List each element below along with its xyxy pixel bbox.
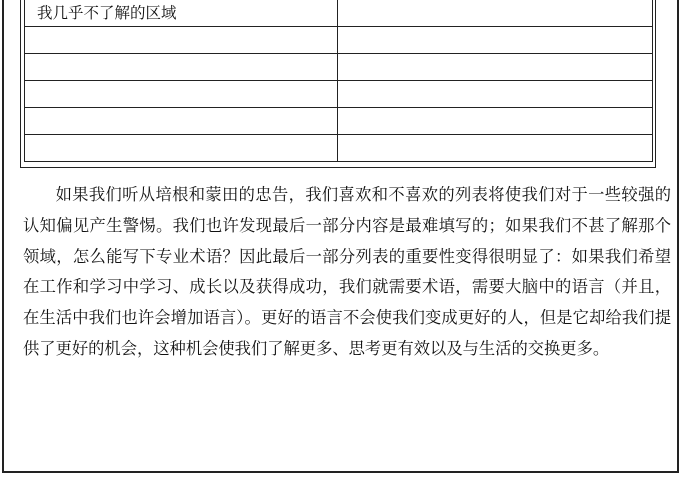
table-cell	[338, 54, 653, 81]
table-cell	[25, 54, 338, 81]
table-row	[25, 0, 653, 27]
table-row	[25, 135, 653, 162]
table-cell	[338, 81, 653, 108]
table-row	[25, 81, 653, 108]
table-row	[25, 54, 653, 81]
table-cell	[25, 135, 338, 162]
table-outer-frame	[20, 0, 656, 168]
vocabulary-table	[24, 0, 653, 162]
document-page	[2, 0, 679, 473]
table-cell	[25, 108, 338, 135]
table-cell	[338, 108, 653, 135]
table-cell	[338, 135, 653, 162]
table-cell	[338, 27, 653, 54]
table-cell	[25, 81, 338, 108]
table-cell: 我几乎不了解的区域	[25, 0, 338, 27]
table-cell	[338, 0, 653, 27]
table-cell	[25, 27, 338, 54]
table-row	[25, 108, 653, 135]
body-paragraph: 如果我们听从培根和蒙田的忠告，我们喜欢和不喜欢的列表将使我们对于一些较强的认知偏见产生警惕。我们也许发现最后一部分内容是最难填写的；如果我们不甚了解那个领域，怎么能写下专业术语？因此最后一部分列表的重要性变得很明显了：如果我们希望在工作和学习中学习、成长以及获得成功，我们就需要术语，需要大脑中的语言（并且，在生活中我们也许会增加语言）。更好的语言不会使我们变成更好的人，但是它却给我们提供了更好的机会，这种机会使我们了解更多、思考更有效以及与生活的交换更多。	[23, 185, 671, 358]
table-row	[25, 27, 653, 54]
